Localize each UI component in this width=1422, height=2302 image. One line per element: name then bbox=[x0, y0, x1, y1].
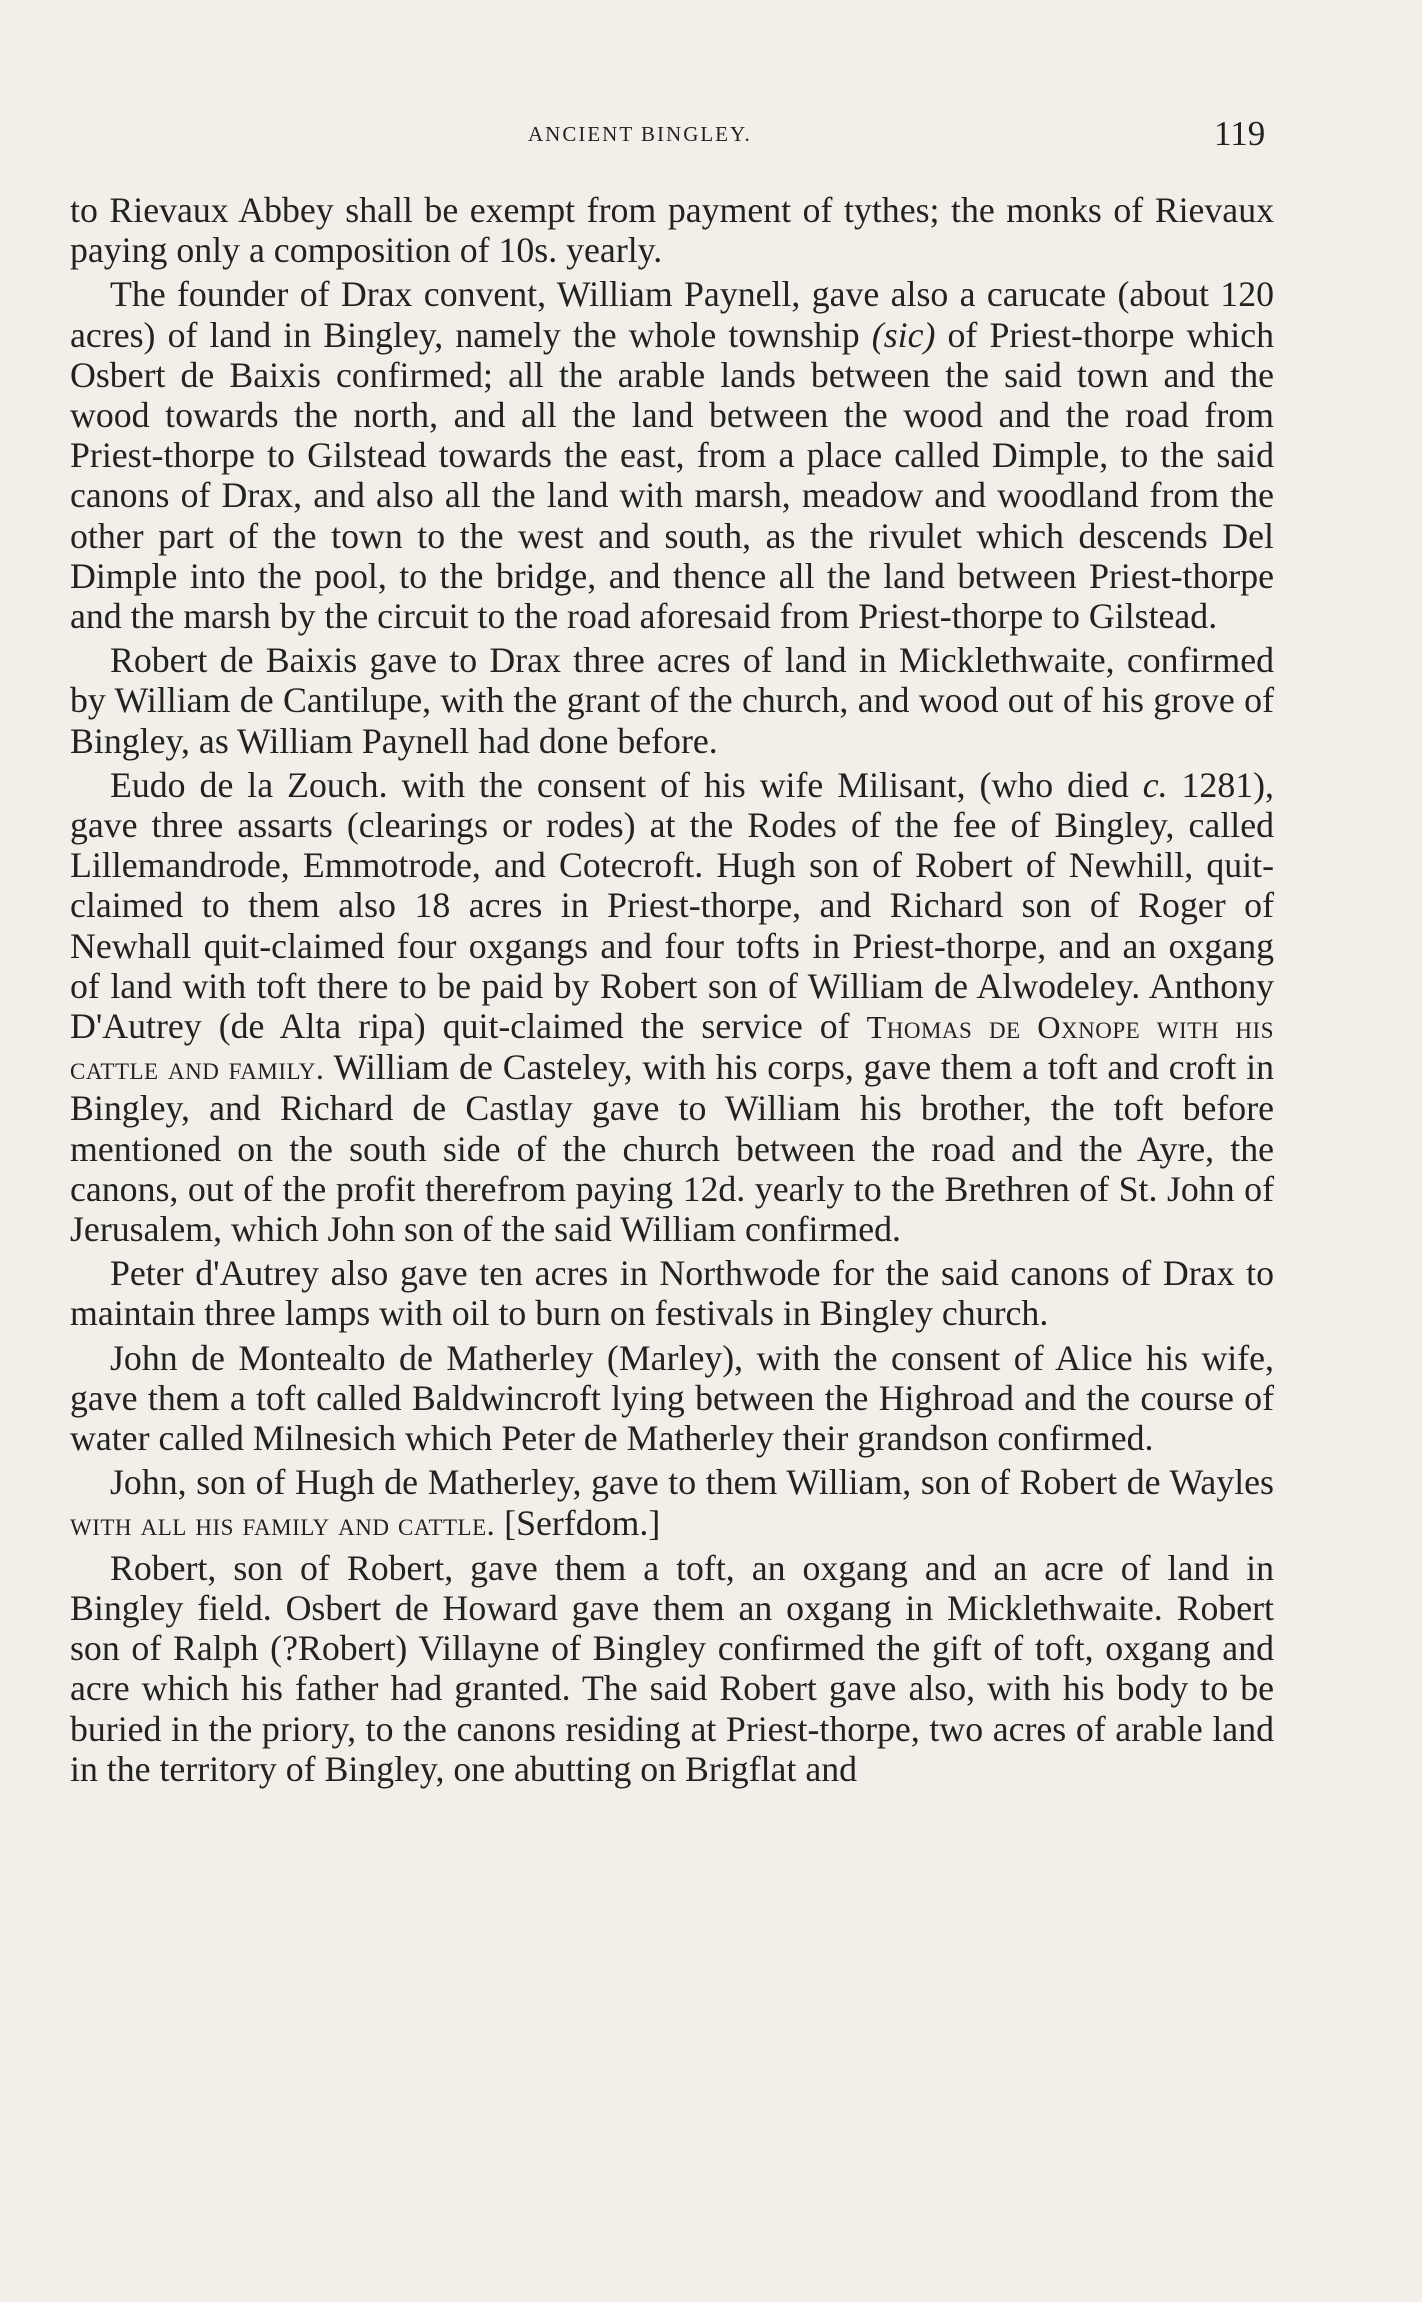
small-caps-phrase: Thomas de Oxnope with his cattle and family. bbox=[70, 1009, 1274, 1087]
paragraph bbox=[70, 1253, 1274, 1333]
paragraph bbox=[70, 1462, 1274, 1543]
paragraph-text: John, son of Hugh de Matherley, gave to them William, son of Robert de Wayles bbox=[110, 1462, 1274, 1503]
paragraph bbox=[70, 190, 1274, 270]
paragraph-text: Eudo de la Zouch. with the consent of his wife Milisant, (who died bbox=[110, 764, 1143, 805]
paragraph-text: John de Montealto de Matherley (Marley), with the consent of Alice his wife, gave them a toft called Baldwincroft lying between the Highroad and the course of water called Milnesich which Peter de Matherley their grandson confirmed. bbox=[70, 1337, 1274, 1459]
paragraph bbox=[70, 1338, 1274, 1459]
page-number: 119 bbox=[1214, 114, 1266, 153]
sic-note: (sic) bbox=[871, 314, 936, 355]
paragraph-text: [Serfdom.] bbox=[495, 1502, 661, 1543]
small-caps-phrase: with all his family and cattle. bbox=[70, 1505, 496, 1542]
paragraph-text: Peter d'Autrey also gave ten acres in Northwode for the said canons of Drax to maintain three lamps with oil to burn on festivals in Bingley church. bbox=[70, 1253, 1274, 1334]
paragraph-text: William de Casteley, with his corps, gave them a toft and croft in Bingley, and Richard de Castlay gave to William his brother, the toft before mentioned on the south side of the church between the road and the Ayre, the canons, out of the profit therefrom paying 12d. yearly to the Brethren of St. John of Jerusalem, which John son of the said William confirmed. bbox=[70, 1047, 1274, 1250]
circa-abbrev: c. bbox=[1142, 764, 1168, 805]
paragraph bbox=[70, 1548, 1274, 1789]
paragraph bbox=[70, 640, 1274, 761]
paragraph bbox=[70, 274, 1274, 636]
paragraph-text: Robert de Baixis gave to Drax three acres of land in Micklethwaite, confirmed by William de Cantilupe, with the grant of the church, and wood out of his grove of Bingley, as William Paynell had done before. bbox=[70, 640, 1274, 761]
running-title: ANCIENT BINGLEY. bbox=[528, 122, 752, 146]
body-text bbox=[70, 190, 1274, 1793]
paragraph-text: 1281), gave three assarts (clearings or rodes) at the Rodes of the fee of Bingley, called Lillemandrode, Emmotrode, and Cotecroft. Hugh son of Robert of Newhill, quit-claimed to them also 18 acres in Priest-thorpe, and Richard son of Roger of Newhall quit-claimed four oxgangs and four tofts in Priest-thorpe, and an oxgang of land with toft there to be paid by Robert son of William de Alwodeley. Anthony D'Autrey (de Alta ripa) quit-claimed the service of bbox=[70, 764, 1274, 1047]
paragraph-text: Robert, son of Robert, gave them a toft, an oxgang and an acre of land in Bingley field. Osbert de Howard gave them an oxgang in Micklethwaite. Robert son of Ralph (?Robert) Villayne of Bingley confirmed the gift of toft, oxgang and acre which his father had granted. The said Robert gave also, with his body to be buried in the priory, to the canons residing at Priest-thorpe, two acres of arable land in the territory of Bingley, one abutting on Brigflat and bbox=[70, 1547, 1274, 1789]
paragraph bbox=[70, 765, 1274, 1249]
running-header bbox=[0, 114, 1422, 158]
paragraph-text: The founder of Drax convent, William Paynell, gave also a carucate (about 120 acres) of land in Bingley, namely the whole township bbox=[70, 274, 1274, 355]
paragraph-text: of Priest-thorpe which Osbert de Baixis confirmed; all the arable lands between the said town and the wood towards the north, and all the land between the wood and the road from Priest-thorpe to Gilstead towards the east, from a place called Dimple, to the said canons of Drax, and also all the land with marsh, meadow and woodland from the other part of the town to the west and south, as the rivulet which descends Del Dimple into the pool, to the bridge, and thence all the land between Priest-thorpe and the marsh by the circuit to the road aforesaid from Priest-thorpe to Gilstead. bbox=[70, 314, 1275, 637]
paragraph-text: to Rievaux Abbey shall be exempt from payment of tythes; the monks of Rievaux paying only a composition of 10s. yearly. bbox=[70, 190, 1274, 271]
